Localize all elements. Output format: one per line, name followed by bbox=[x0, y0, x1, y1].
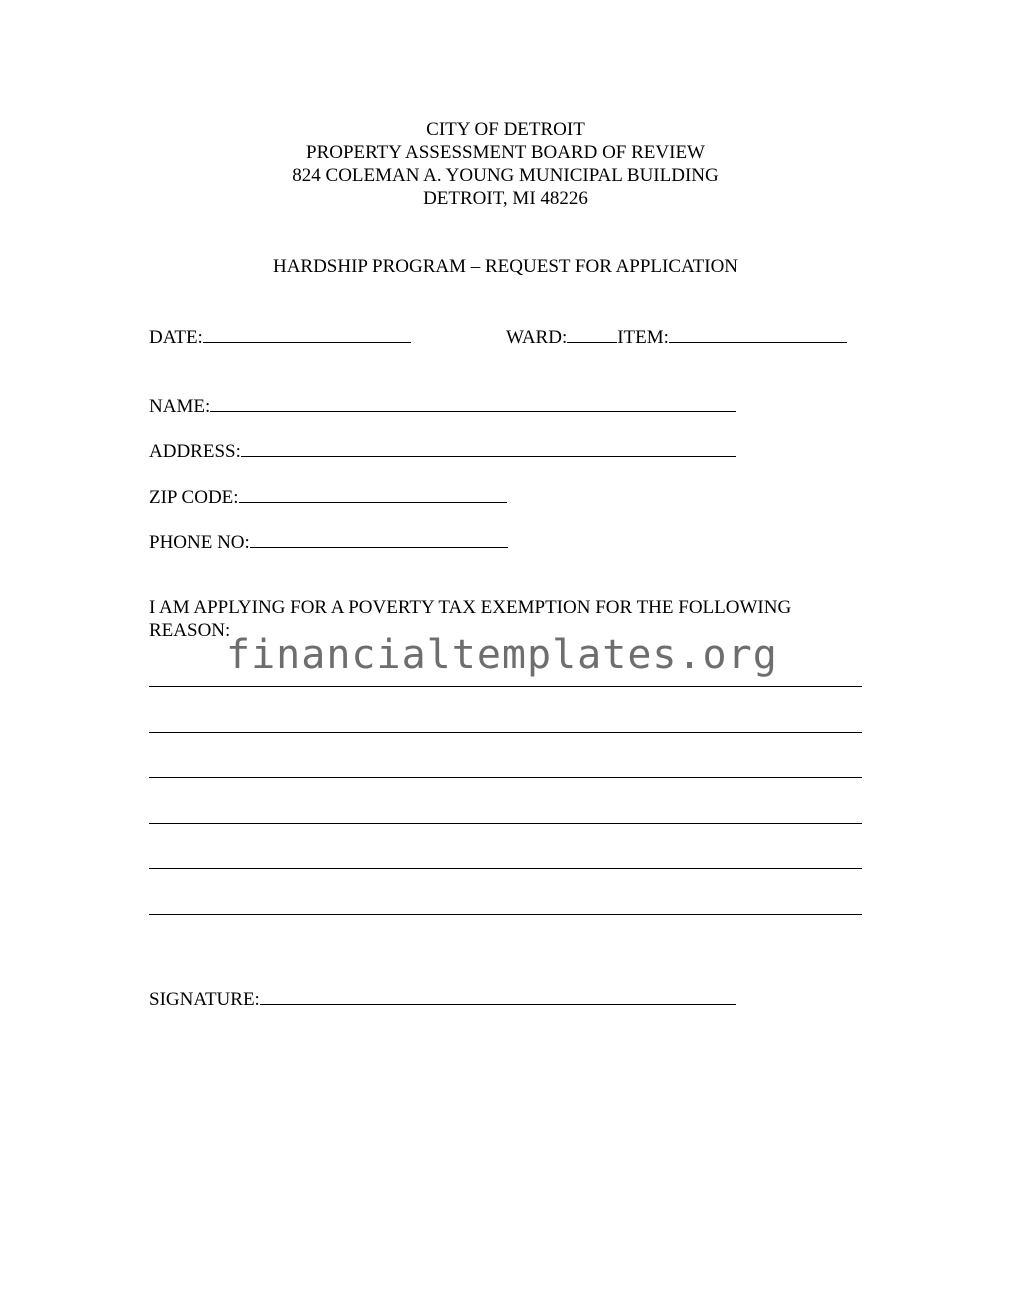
reason-line[interactable] bbox=[149, 732, 862, 733]
ward-item-field[interactable] bbox=[506, 324, 847, 349]
zip-field[interactable] bbox=[149, 484, 507, 509]
address-field[interactable] bbox=[149, 438, 736, 463]
signature-label: SIGNATURE: bbox=[149, 989, 260, 1010]
address-label: ADDRESS: bbox=[149, 441, 241, 462]
zip-line bbox=[239, 484, 507, 503]
reason-line[interactable] bbox=[149, 686, 862, 687]
header-city-state: DETROIT, MI 48226 bbox=[423, 188, 588, 209]
form-title: HARDSHIP PROGRAM – REQUEST FOR APPLICATION bbox=[272, 256, 739, 277]
address-line bbox=[241, 438, 736, 457]
header-board: PROPERTY ASSESSMENT BOARD OF REVIEW bbox=[306, 142, 705, 163]
reason-text-line2: REASON: bbox=[149, 620, 231, 641]
phone-label: PHONE NO: bbox=[149, 532, 250, 553]
header-city: CITY OF DETROIT bbox=[426, 119, 585, 140]
item-line bbox=[669, 324, 847, 343]
signature-field[interactable] bbox=[149, 986, 736, 1011]
date-line bbox=[203, 324, 411, 343]
name-field[interactable] bbox=[149, 393, 736, 418]
item-label: ITEM: bbox=[617, 327, 669, 348]
phone-field[interactable] bbox=[149, 529, 508, 554]
reason-line[interactable] bbox=[149, 777, 862, 778]
date-field[interactable] bbox=[149, 324, 411, 349]
reason-text-line1: I AM APPLYING FOR A POVERTY TAX EXEMPTION FOR THE FOLLOWING bbox=[149, 597, 792, 618]
watermark: financialtemplates.org bbox=[226, 632, 778, 678]
name-line bbox=[210, 393, 736, 412]
zip-label: ZIP CODE: bbox=[149, 487, 239, 508]
phone-line bbox=[250, 529, 508, 548]
ward-line bbox=[567, 324, 617, 343]
name-label: NAME: bbox=[149, 396, 211, 417]
ward-label: WARD: bbox=[506, 327, 568, 348]
date-label: DATE: bbox=[149, 327, 203, 348]
signature-line bbox=[260, 986, 736, 1005]
reason-line[interactable] bbox=[149, 868, 862, 869]
header-address: 824 COLEMAN A. YOUNG MUNICIPAL BUILDING bbox=[292, 165, 719, 186]
reason-line[interactable] bbox=[149, 823, 862, 824]
reason-line[interactable] bbox=[149, 914, 862, 915]
